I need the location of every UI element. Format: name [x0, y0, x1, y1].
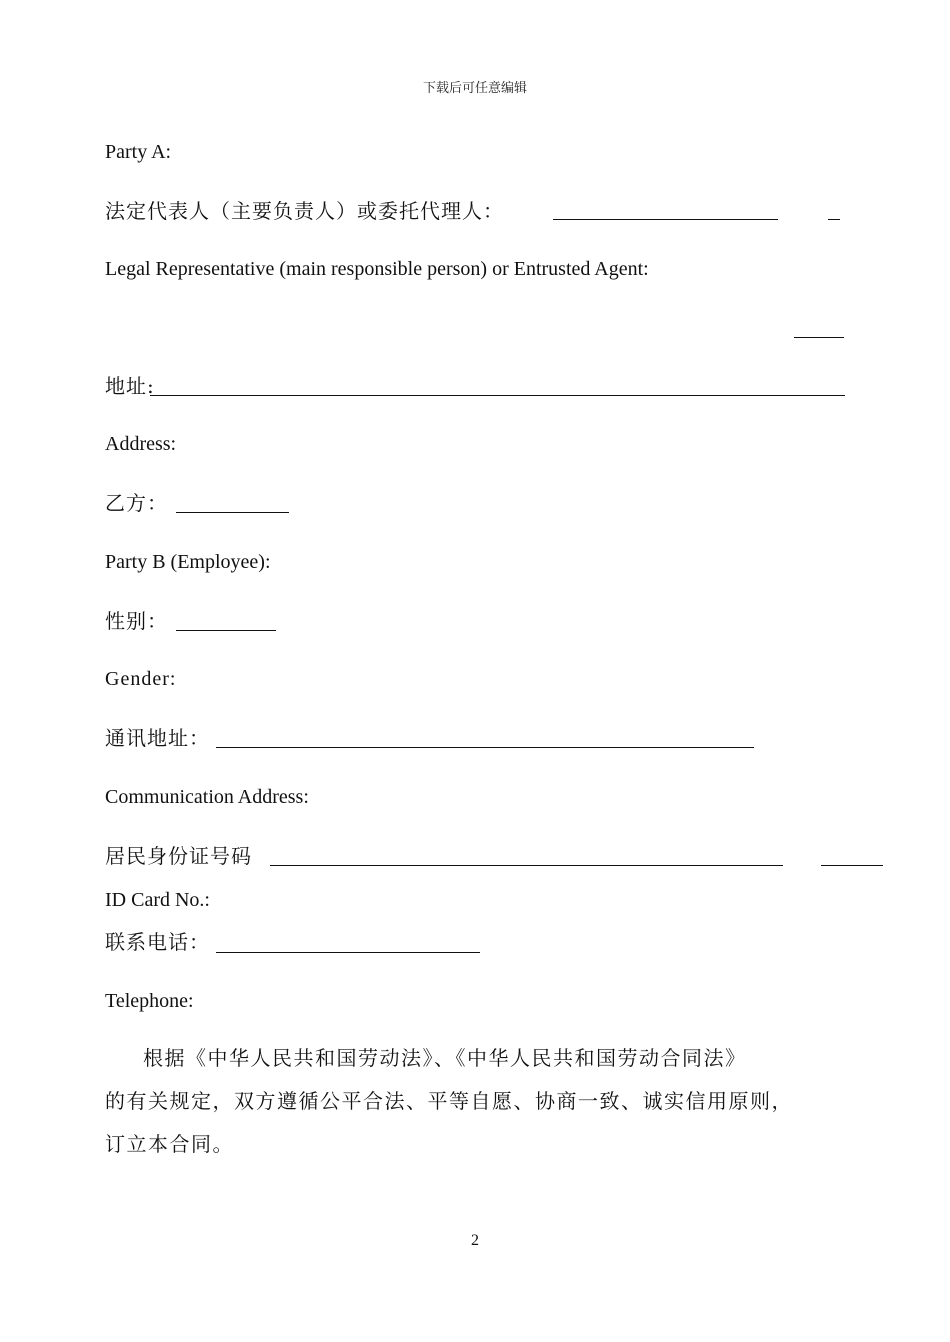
preamble-line-1: 根据《中华人民共和国劳动法》、《中华人民共和国劳动合同法》: [143, 1046, 747, 1070]
gender-en-label: Gender:: [105, 668, 177, 690]
header-note: 下载后可任意编辑: [422, 81, 527, 96]
id-card-blank-tail: [821, 865, 883, 866]
telephone-cn-label: 联系电话：: [105, 930, 210, 954]
id-card-en-label: ID Card No.:: [105, 889, 210, 911]
id-card-cn-label: 居民身份证号码: [105, 844, 252, 868]
gender-cn-label: 性别：: [105, 609, 168, 633]
party-a-label: Party A:: [105, 141, 172, 163]
comm-address-en-label: Communication Address:: [105, 786, 309, 808]
telephone-blank[interactable]: [216, 952, 480, 953]
legal-rep-en-label: Legal Representative (main responsible person) or Entrusted Agent:: [105, 258, 649, 280]
comm-address-blank[interactable]: [216, 747, 754, 748]
party-b-en-label: Party B (Employee):: [105, 551, 271, 573]
telephone-en-label: Telephone:: [105, 990, 194, 1012]
comm-address-cn-label: 通讯地址：: [105, 726, 210, 750]
address-blank[interactable]: [150, 395, 845, 396]
address-cn-label: 地址:: [105, 374, 155, 398]
gender-blank[interactable]: [176, 630, 276, 631]
address-en-label: Address:: [105, 433, 177, 455]
contract-preamble: [105, 1037, 850, 1166]
party-b-blank[interactable]: [176, 512, 289, 513]
legal-rep-blank-tail: [828, 219, 840, 220]
id-card-blank[interactable]: [270, 865, 783, 866]
legal-rep-cn-label: 法定代表人（主要负责人）或委托代理人：: [105, 199, 504, 223]
preamble-line-3: 订立本合同。: [105, 1132, 234, 1156]
page-number: 2: [471, 1232, 479, 1249]
legal-rep-blank[interactable]: [553, 219, 778, 220]
preamble-line-2: 的有关规定，双方遵循公平合法、平等自愿、协商一致、诚实信用原则，: [105, 1089, 793, 1113]
legal-rep-en-blank[interactable]: [794, 337, 844, 338]
party-b-cn-label: 乙方：: [105, 491, 168, 515]
legal-rep-cn-row: [105, 199, 504, 223]
